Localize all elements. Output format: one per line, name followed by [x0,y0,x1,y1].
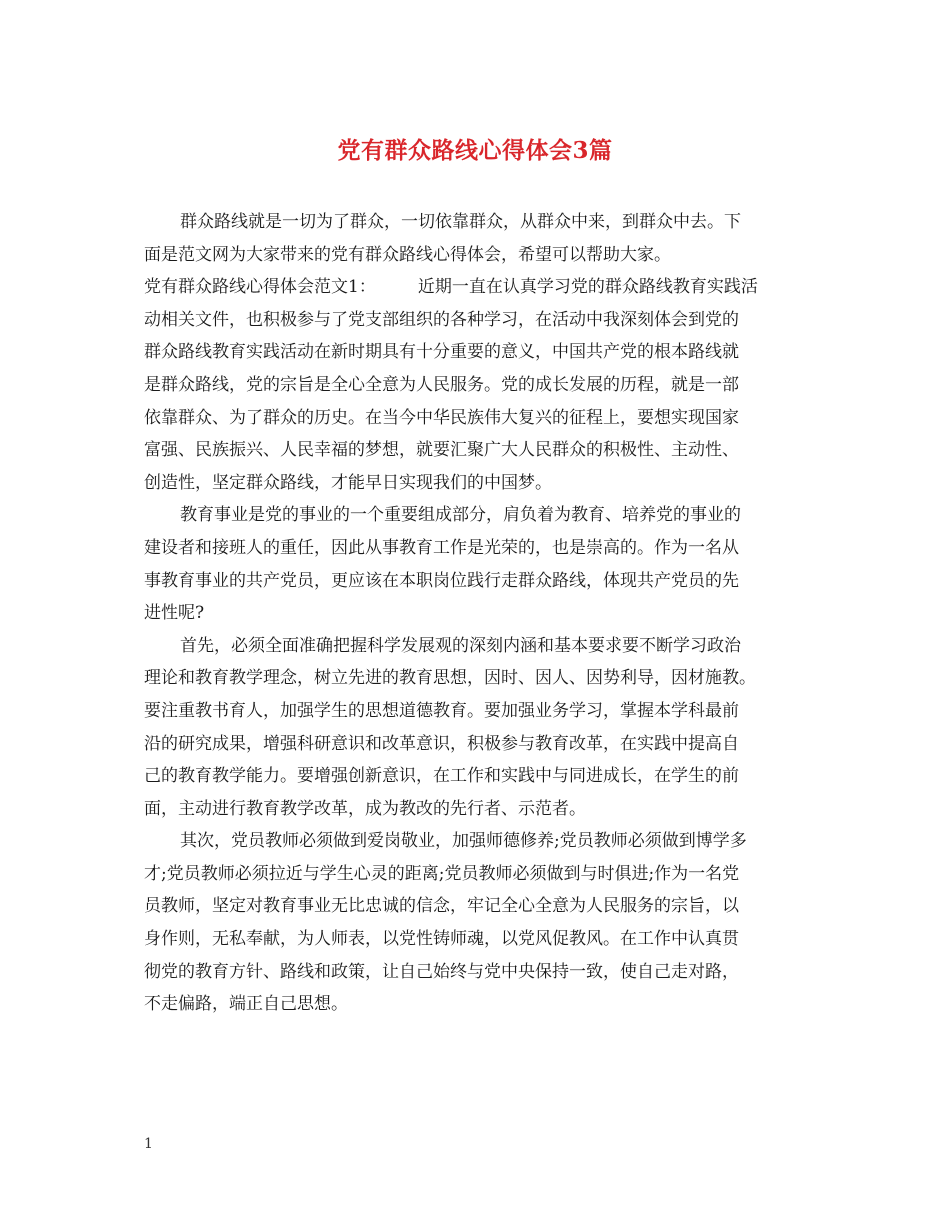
body-line: 富强、民族振兴、人民幸福的梦想，就要汇聚广大人民群众的积极性、主动性、 [144,440,739,461]
body-line: 彻党的教育方针、路线和政策，让自己始终与党中央保持一致，使自己走对路， [144,961,739,982]
body-line: 进性呢? [144,603,205,624]
body-line: 依靠群众、为了群众的历史。在当今中华民族伟大复兴的征程上，要想实现国家 [144,407,739,428]
body-line: 要注重教书育人，加强学生的思想道德教育。要加强业务学习，掌握本学科最前 [144,700,739,721]
body-line: 身作则，无私奉献，为人师表，以党性铸师魂，以党风促教风。在工作中认真贯 [144,929,739,950]
body-line: 是群众路线，党的宗旨是全心全意为人民服务。党的成长发展的历程，就是一部 [144,374,739,395]
body-line: 群众路线就是一切为了群众，一切依靠群众，从群众中来，到群众中去。下 [180,212,741,232]
body-line: 面是范文网为大家带来的党有群众路线心得体会，希望可以帮助大家。 [144,244,671,265]
body-line: 动相关文件，也积极参与了党支部组织的各种学习，在活动中我深刻体会到党的 [144,309,739,330]
body-line: 员教师，坚定对教育事业无比忠诚的信念，牢记全心全意为人民服务的宗旨，以 [144,896,739,917]
page-number: 1 [144,1136,153,1152]
body-line: 群众路线教育实践活动在新时期具有十分重要的意义，中国共产党的根本路线就 [144,342,739,363]
body-line: 理论和教育教学理念，树立先进的教育思想，因时、因人、因势利导，因材施教。 [144,668,756,689]
body-line: 创造性，坚定群众路线，才能早日实现我们的中国梦。 [144,472,552,493]
body-line: 建设者和接班人的重任，因此从事教育工作是光荣的，也是崇高的。作为一名从 [144,537,739,558]
body-line: 才;党员教师必须拉近与学生心灵的距离;党员教师必须做到与时俱进;作为一名党 [144,863,740,884]
body-line: 教育事业是党的事业的一个重要组成部分，肩负着为教育、培养党的事业的 [180,505,741,526]
sample-heading: 党有群众路线心得体会范文1： [144,277,376,298]
document-body [144,206,809,1021]
heading-gap [376,271,418,304]
body-line-continuation: 近期一直在认真学习党的群众路线教育实践活 [417,277,758,298]
body-line: 己的教育教学能力。要增强创新意识，在工作和实践中与同进成长，在学生的前 [144,766,739,787]
body-line: 首先，必须全面准确把握科学发展观的深刻内涵和基本要求要不断学习政治 [180,635,741,656]
body-line: 面，主动进行教育教学改革，成为教改的先行者、示范者。 [144,798,586,819]
body-line: 其次，党员教师必须做到爱岗敬业，加强师德修养;党员教师必须做到博学多 [180,831,747,852]
body-line: 事教育事业的共产党员，更应该在本职岗位践行走群众路线，体现共产党员的先 [144,570,739,591]
sample-heading-line [144,271,809,304]
body-line: 沿的研究成果，增强科研意识和改革意识，积极参与教育改革，在实践中提高自 [144,733,739,754]
document-title: 党有群众路线心得体会3篇 [337,137,613,164]
body-line: 不走偏路，端正自己思想。 [144,994,348,1015]
